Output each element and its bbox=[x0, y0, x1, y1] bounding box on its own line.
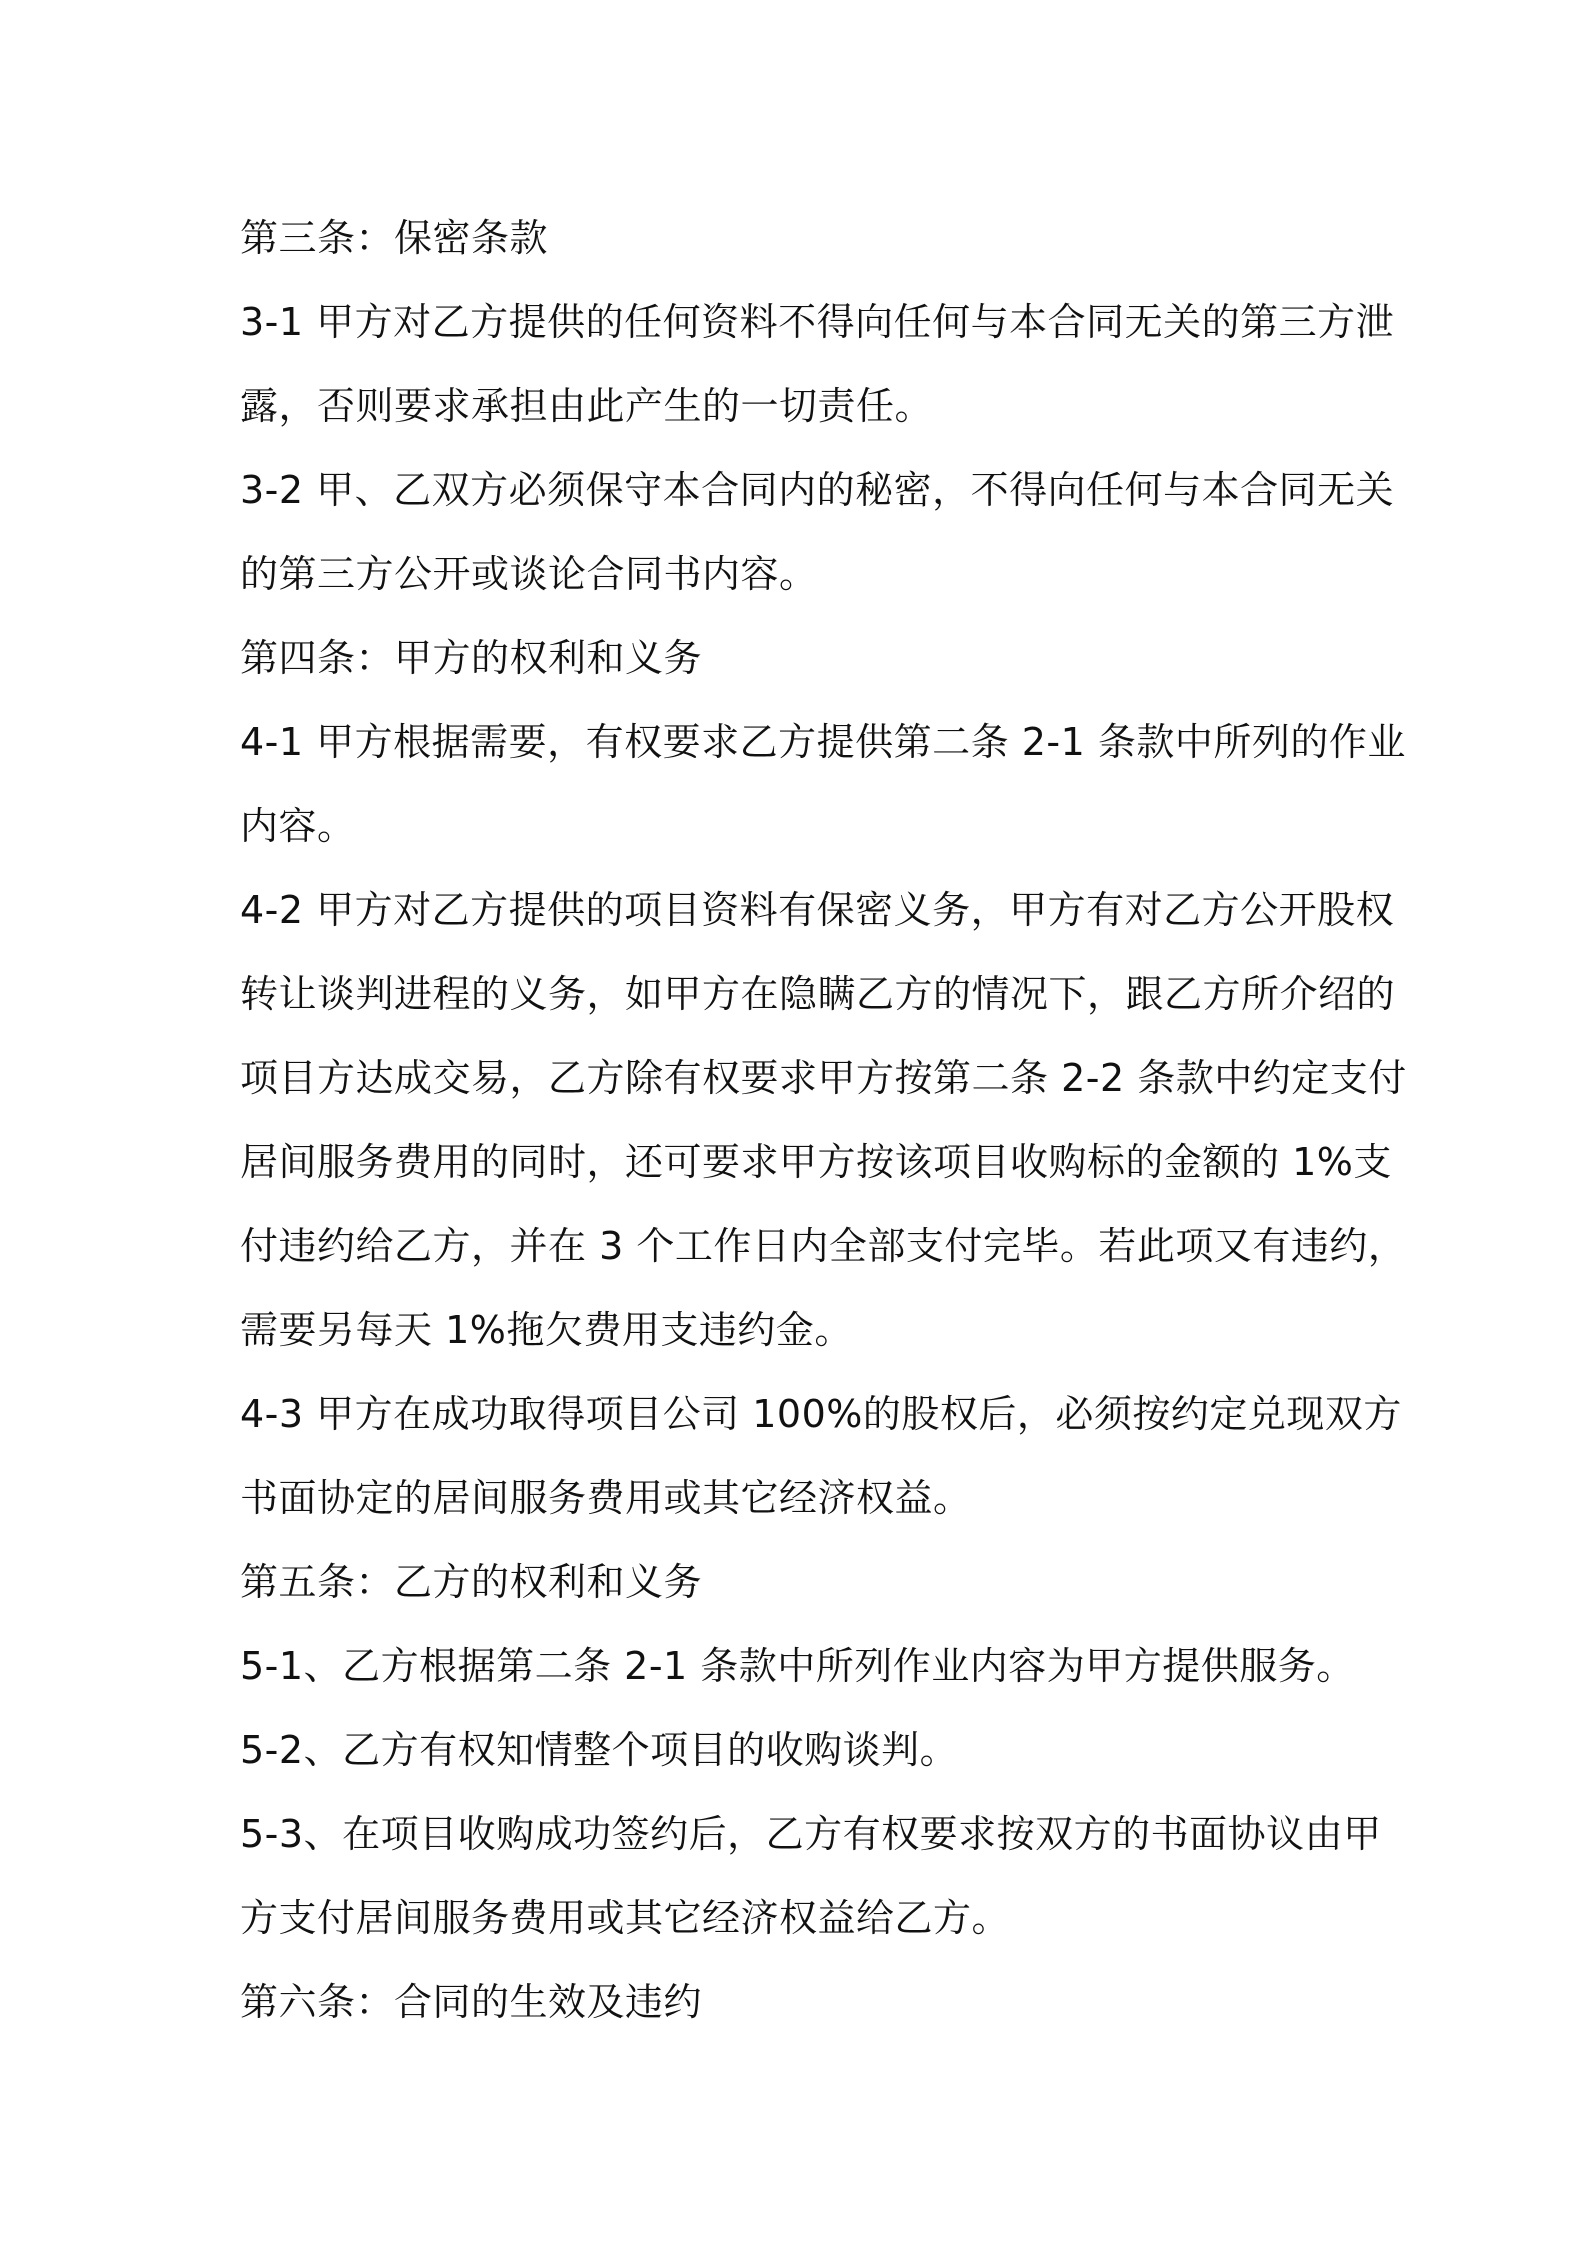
clause-4-2-line-5: 付违约给乙方，并在 3 个工作日内全部支付完毕。若此项又有违约， bbox=[240, 1224, 1407, 1268]
section-heading-6: 第六条：合同的生效及违约 bbox=[240, 1980, 703, 2024]
clause-4-3-line-2: 书面协定的居间服务费用或其它经济权益。 bbox=[240, 1476, 972, 1520]
clause-3-1-line-1: 3-1 甲方对乙方提供的任何资料不得向任何与本合同无关的第三方泄 bbox=[240, 300, 1395, 344]
clause-3-2-line-2: 的第三方公开或谈论合同书内容。 bbox=[240, 552, 818, 596]
section-heading-4: 第四条：甲方的权利和义务 bbox=[240, 636, 703, 680]
clause-4-2-line-3: 项目方达成交易，乙方除有权要求甲方按第二条 2-2 条款中约定支付 bbox=[240, 1056, 1407, 1100]
clause-5-2: 5-2、乙方有权知情整个项目的收购谈判。 bbox=[240, 1728, 959, 1772]
section-heading-3: 第三条：保密条款 bbox=[240, 216, 549, 260]
document-body bbox=[240, 196, 1407, 2044]
clause-5-1: 5-1、乙方根据第二条 2-1 条款中所列作业内容为甲方提供服务。 bbox=[240, 1644, 1355, 1688]
clause-5-3-line-1: 5-3、在项目收购成功签约后，乙方有权要求按双方的书面协议由甲 bbox=[240, 1812, 1382, 1856]
clause-4-2-line-6: 需要另每天 1%拖欠费用支违约金。 bbox=[240, 1308, 853, 1352]
clause-4-1-line-2: 内容。 bbox=[240, 804, 356, 848]
clause-5-3-line-2: 方支付居间服务费用或其它经济权益给乙方。 bbox=[240, 1896, 1011, 1940]
clause-4-3-line-1: 4-3 甲方在成功取得项目公司 100%的股权后，必须按约定兑现双方 bbox=[240, 1392, 1402, 1436]
clause-4-1-line-1: 4-1 甲方根据需要，有权要求乙方提供第二条 2-1 条款中所列的作业 bbox=[240, 720, 1406, 764]
clause-4-2-line-4: 居间服务费用的同时，还可要求甲方按该项目收购标的金额的 1%支 bbox=[240, 1140, 1392, 1184]
section-heading-5: 第五条：乙方的权利和义务 bbox=[240, 1560, 703, 1604]
clause-4-2-line-2: 转让谈判进程的义务，如甲方在隐瞒乙方的情况下，跟乙方所介绍的 bbox=[240, 972, 1396, 1016]
clause-3-1-line-2: 露，否则要求承担由此产生的一切责任。 bbox=[240, 384, 934, 428]
clause-3-2-line-1: 3-2 甲、乙双方必须保守本合同内的秘密，不得向任何与本合同无关 bbox=[240, 468, 1395, 512]
clause-4-2-line-1: 4-2 甲方对乙方提供的项目资料有保密义务，甲方有对乙方公开股权 bbox=[240, 888, 1395, 932]
